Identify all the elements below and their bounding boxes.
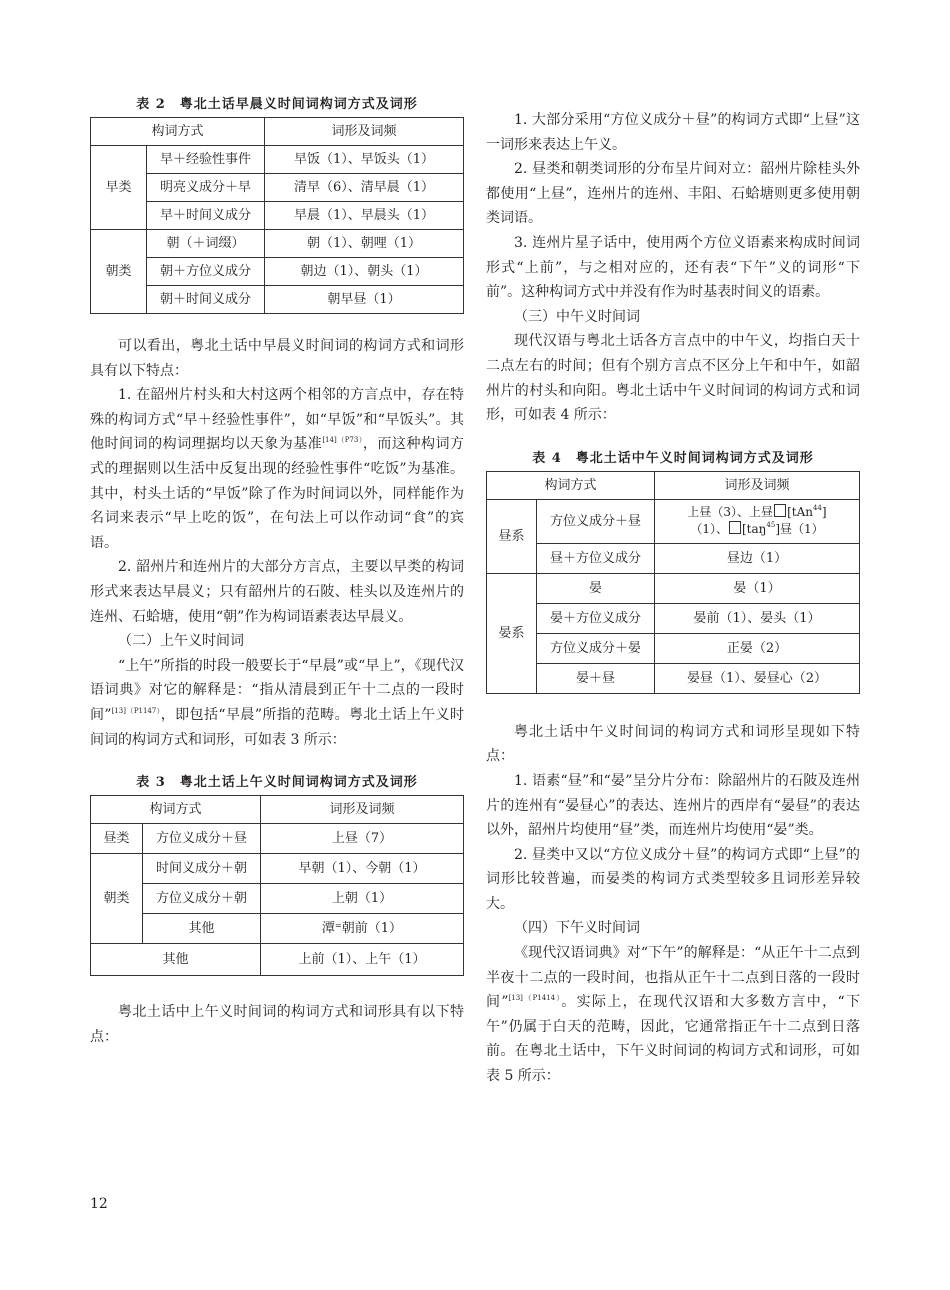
missing-glyph-box <box>729 521 741 534</box>
table-cell: 早晨（1）、早晨头（1） <box>265 202 464 230</box>
missing-glyph-box <box>774 504 786 517</box>
table-header-cell: 词形及词频 <box>261 796 464 824</box>
paragraph: 1. 大部分采用“方位义成分＋昼”的构词方式即“上昼”这一词形来表达上午义。 <box>486 112 860 153</box>
table-cell: 方位义成分＋昼 <box>537 499 655 543</box>
table-row <box>487 543 860 573</box>
paragraph: 3. 连州片星子话中，使用两个方位义语素来构成时间词形式“上前”，与之相对应的，还有表“下午”义的词形“下前”。这种构词方式中并没有作为时基表时间义的语素。 <box>486 234 860 301</box>
ipa-text: [tAn <box>787 505 813 520</box>
citation: [13]（P1414） <box>508 994 562 1003</box>
table-cell: 上前（1）、上午（1） <box>261 944 464 976</box>
paragraph: 粤北土话中上午义时间词的构词方式和词形具有以下特点： <box>90 1004 464 1045</box>
text-run: 。实际上，在现代汉语和大多数方言中，“下午”仍属于白天的范畴，因此，它通常指正午十二点到日落前。在粤北土话中，下午义时间词的构词方式和词形，可如表 5 所示： <box>486 994 860 1085</box>
text-run: 上昼（3）、上昼 <box>687 505 774 520</box>
table-cell: 晏昼（1）、晏昼心（2） <box>655 663 860 693</box>
table-header-cell: 词形及词频 <box>655 471 860 499</box>
section-heading: （三）中午义时间词 <box>514 308 640 325</box>
paragraph: 2. 昼类和朝类词形的分布呈片间对立：韶州片除桂头外都使用“上昼”，连州片的连州、丰阳、石蛤塘则更多使用朝类词语。 <box>486 161 860 227</box>
tone-mark: 45 <box>766 521 776 530</box>
table-row <box>91 258 464 286</box>
citation: [14]（P73） <box>322 436 363 445</box>
table-cell: 上昼（7） <box>261 824 464 854</box>
table-cell: 昼＋方位义成分 <box>537 543 655 573</box>
text-run: “上午”所指的时段一般要长于“早晨”或“早上”，《现代汉语词典》对它的解释是：“指从清晨到正午十二点的一段时间” <box>90 657 464 723</box>
table-cell: 其他 <box>143 914 261 944</box>
right-column <box>486 108 860 1089</box>
group-cell: 朝类 <box>91 230 147 314</box>
citation: [13]（P1147） <box>111 706 161 715</box>
table-cell: 晏前（1）、晏头（1） <box>655 603 860 633</box>
table-cell: 方位义成分＋昼 <box>143 824 261 854</box>
paragraph <box>90 654 464 752</box>
table-row <box>487 603 860 633</box>
text-run: ] <box>821 505 827 520</box>
table-cell: 早饭（1）、早饭头（1） <box>265 146 464 174</box>
table-header-cell: 词形及词频 <box>265 118 464 146</box>
tone-mark: 44 <box>812 504 822 513</box>
paragraph: 现代汉语与粤北土话各方言点中的中午义，均指白天十二点左右的时间；但有个别方言点不区分上午和中午，如韶州片的村头和向阳。粤北土话中午义时间词的构词方式和词形，可如表 4 所示： <box>486 333 860 424</box>
table-cell: 朝早昼（1） <box>265 286 464 314</box>
text-run: 《现代汉语词典》对“下午”的解释是：“从正午十二点到半夜十二点的一段时间，也指从正午十二点到日落的一段时间” <box>486 945 860 1011</box>
group-cell: 昼类 <box>91 824 143 854</box>
group-cell: 昼系 <box>487 499 537 573</box>
table3 <box>90 795 464 976</box>
table-row <box>91 884 464 914</box>
table-cell: 朝边（1）、朝头（1） <box>265 258 464 286</box>
table-cell: 早＋时间义成分 <box>147 202 265 230</box>
table-cell: 朝（1）、朝哩（1） <box>265 230 464 258</box>
table-cell: 昼边（1） <box>655 543 860 573</box>
table-row <box>91 202 464 230</box>
table-cell: 早朝（1）、今朝（1） <box>261 854 464 884</box>
group-cell: 朝类 <box>91 854 143 944</box>
paragraph <box>486 941 860 1089</box>
table-cell: 朝＋方位义成分 <box>147 258 265 286</box>
table-cell: 晏（1） <box>655 573 860 603</box>
text-run: （1）、 <box>690 522 728 537</box>
paragraph: 可以看出，粤北土话中早晨义时间词的构词方式和词形具有以下特点： <box>90 338 464 379</box>
table-row <box>91 854 464 884</box>
table-row <box>487 499 860 543</box>
table2-caption: 表 2 粤北土话早晨义时间词构词方式及词形 <box>136 97 418 112</box>
text-run: ，而这种构词方式的理据则以生活中反复出现的经验性事件“吃饭”为基准。其中，村头土话的“早饭”除了作为时间词以外，同样能作为名词来表示“早上吃的饭”，在句法上可以作动词“食”的宾语。 <box>90 436 465 551</box>
section-heading: （二）上午义时间词 <box>118 633 244 650</box>
text-run: 1. 在韶州片村头和大村这两个相邻的方言点中，存在特殊的构词方式“早＋经验性事件”，如“早饭”和“早饭头”。其他时间词的构词理据均以天象为基准 <box>90 387 464 453</box>
paragraph <box>90 383 464 555</box>
ipa-text: [taŋ <box>742 522 767 537</box>
table-row <box>487 663 860 693</box>
table-cell <box>655 499 860 543</box>
table-cell: 晏＋昼 <box>537 663 655 693</box>
table-cell: 晏 <box>537 573 655 603</box>
table-cell: 晏＋方位义成分 <box>537 603 655 633</box>
paragraph: 2. 昼类中又以“方位义成分＋昼”的构词方式即“上昼”的词形比较普遍，而晏类的构词方式类型较多且词形差异较大。 <box>486 846 860 912</box>
table-cell: 方位义成分＋晏 <box>537 633 655 663</box>
table-cell: 早＋经验性事件 <box>147 146 265 174</box>
table-cell: 正晏（2） <box>655 633 860 663</box>
table-row <box>91 174 464 202</box>
table-header-row <box>487 471 860 499</box>
table-row <box>91 230 464 258</box>
table-cell: 清早（6）、清早晨（1） <box>265 174 464 202</box>
table-row <box>91 286 464 314</box>
table-row <box>91 914 464 944</box>
text-run: ]昼（1） <box>775 522 824 537</box>
page-number: 12 <box>90 1196 108 1212</box>
table-header-cell: 构词方式 <box>487 471 655 499</box>
table-cell: 时间义成分＋朝 <box>143 854 261 884</box>
table-row <box>91 824 464 854</box>
table-header-cell: 构词方式 <box>91 118 265 146</box>
table-header-row <box>91 118 464 146</box>
table-header-cell: 构词方式 <box>91 796 261 824</box>
table-header-row <box>91 796 464 824</box>
table-row <box>487 633 860 663</box>
table3-caption: 表 3 粤北土话上午义时间词构词方式及词形 <box>136 775 418 791</box>
paragraph: 粤北土话中午义时间词的构词方式和词形呈现如下特点： <box>486 723 860 765</box>
table4-caption: 表 4 粤北土话中午义时间词构词方式及词形 <box>532 450 814 466</box>
section-heading: （四）下午义时间词 <box>514 920 640 937</box>
table-cell: 上朝（1） <box>261 884 464 914</box>
table-cell: 朝（＋词缀） <box>147 230 265 258</box>
paragraph: 1. 语素“昼”和“晏”呈分片分布：除韶州片的石陂及连州片的连州有“晏昼心”的表达、连州片的西岸有“晏昼”的表达以外，韶州片均使用“昼”类，而连州片均使用“晏”类。 <box>486 772 860 839</box>
group-cell: 晏系 <box>487 573 537 693</box>
table-row <box>487 573 860 603</box>
left-column <box>90 96 464 1049</box>
table-cell: 其他 <box>91 944 261 976</box>
table4 <box>486 471 860 694</box>
table-cell: 方位义成分＋朝 <box>143 884 261 914</box>
table2 <box>90 117 464 314</box>
table-row <box>91 146 464 174</box>
text-run: ，即包括“早晨”所指的范畴。粤北土话上午义时间词的构词方式和词形，可如表 3 所示： <box>90 706 464 748</box>
paragraph: 2. 韶州片和连州片的大部分方言点，主要以早类的构词形式来表达早晨义；只有韶州片的石陂、桂头以及连州片的连州、石蛤塘，使用“朝”作为构词语素表达早晨义。 <box>90 559 464 625</box>
table-cell: 明亮义成分＋早 <box>147 174 265 202</box>
table-cell: 潭⁼朝前（1） <box>261 914 464 944</box>
table-cell: 朝＋时间义成分 <box>147 286 265 314</box>
group-cell: 早类 <box>91 146 147 230</box>
table-row <box>91 944 464 976</box>
